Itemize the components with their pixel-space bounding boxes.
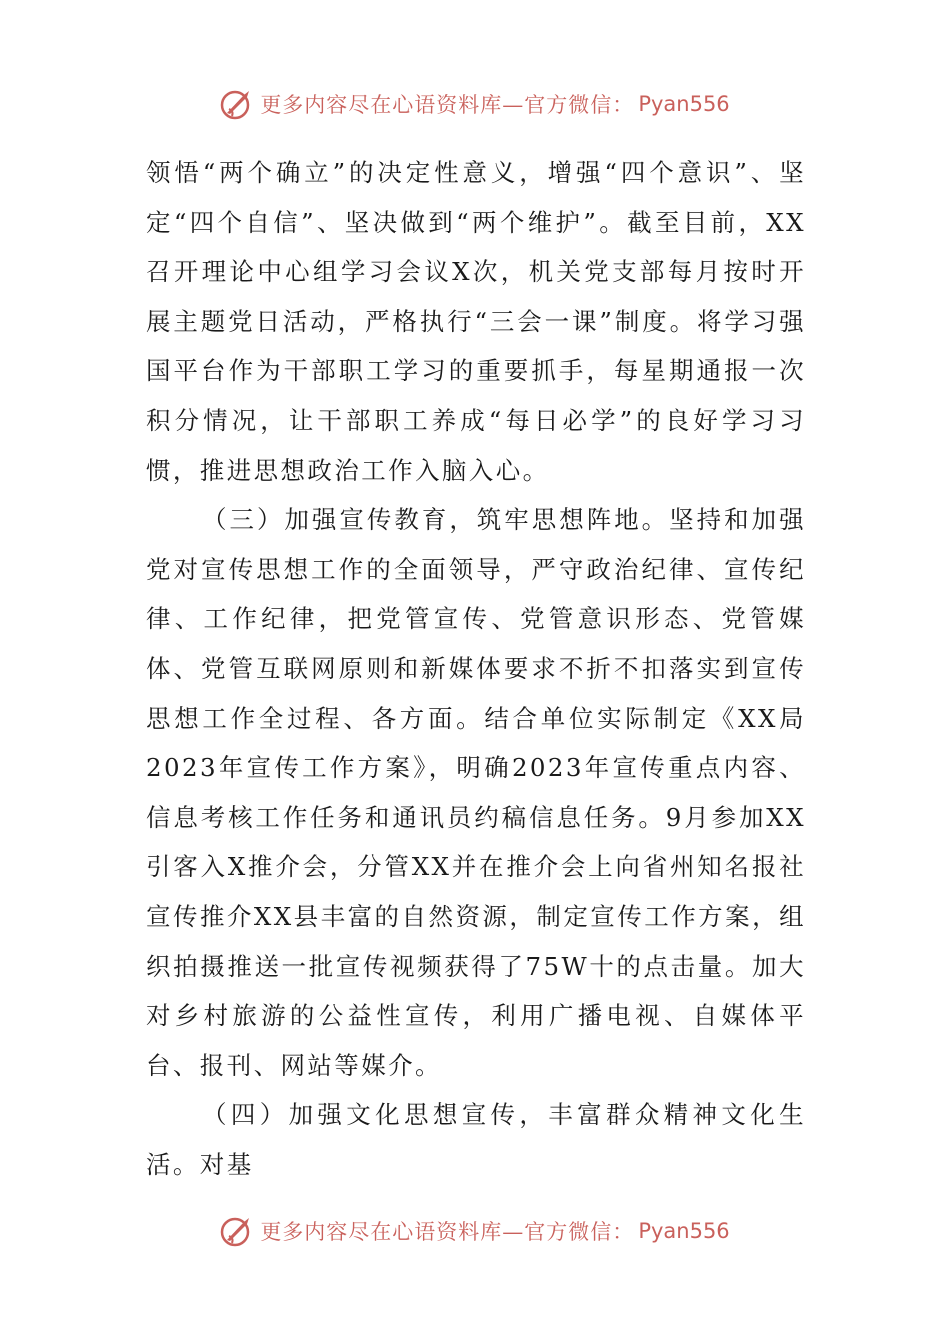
- banner-wechat-id: Pyan556: [638, 92, 730, 116]
- banner-wechat-id: Pyan556: [638, 1219, 730, 1243]
- pen-in-circle-icon: [220, 87, 254, 121]
- header-banner: [0, 84, 950, 124]
- footer-banner: [0, 1211, 950, 1251]
- paragraph: （三）加强宣传教育，筑牢思想阵地。坚持和加强党对宣传思想工作的全面领导，严守政治纪律、宣传纪律、工作纪律，把党管宣传、党管意识形态、党管媒体、党管互联网原则和新媒体要求不折不扣落实到宣传思想工作全过程、各方面。结合单位实际制定《XX局2023年宣传工作方案》，明确2023年宣传重点内容、信息考核工作任务和通讯员约稿信息任务。9月参加XX引客入X推介会，分管XX并在推介会上向省州知名报社宣传推介XX县丰富的自然资源，制定宣传工作方案，组织拍摄推送一批宣传视频获得了75W十的点击量。加大对乡村旅游的公益性宣传，利用广播电视、自媒体平台、报刊、网站等媒介。: [146, 505, 806, 1080]
- paragraph: 领悟“两个确立”的决定性意义，增强“四个意识”、坚定“四个自信”、坚决做到“两个维护”。截至目前，XX召开理论中心组学习会议X次，机关党支部每月按时开展主题党日活动，严格执行“三会一课”制度。将学习强国平台作为干部职工学习的重要抓手，每星期通报一次积分情况，让干部职工养成“每日必学”的良好学习习惯，推进思想政治工作入脑入心。: [146, 158, 806, 485]
- pen-in-circle-icon: [220, 1214, 254, 1248]
- banner-text: 更多内容尽在心语资料库—官方微信：: [260, 93, 635, 117]
- document-body: [146, 148, 806, 1189]
- banner-text: 更多内容尽在心语资料库—官方微信：: [260, 1220, 635, 1244]
- paragraph: （四）加强文化思想宣传，丰富群众精神文化生活。对基: [146, 1100, 806, 1179]
